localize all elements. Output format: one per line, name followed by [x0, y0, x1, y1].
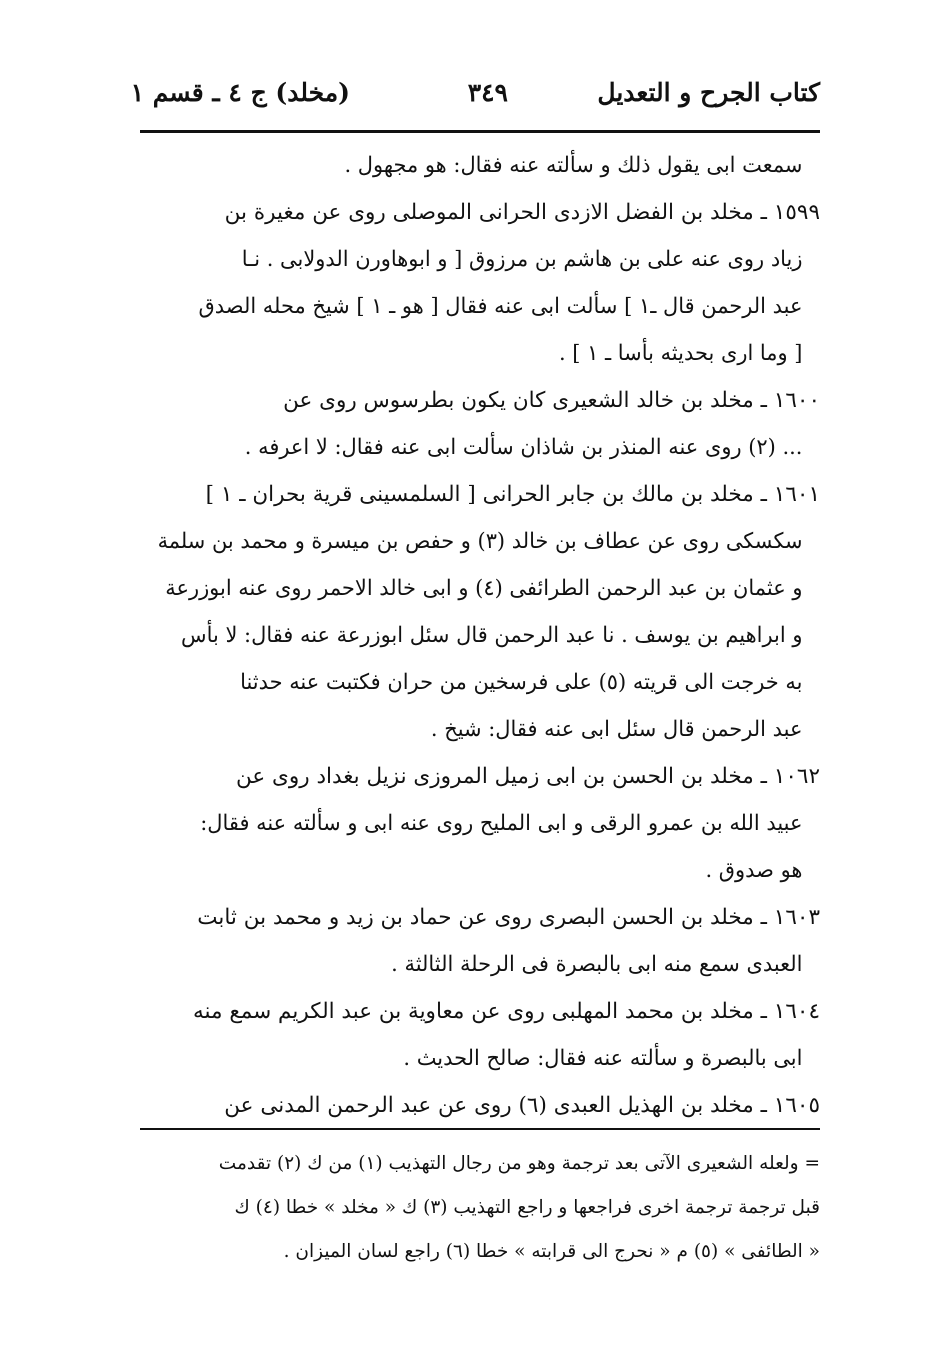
page-header: [130, 70, 820, 130]
entry-line: ١٦٠٣ ـ مخلد بن الحسن البصرى روى عن حماد بن زيد و محمد بن ثابت: [197, 905, 820, 930]
text-line: [ وما ارى بحديثه بأسا ـ ١ ] .: [558, 341, 803, 366]
entry-line: ١٦٠٤ ـ مخلد بن محمد المهلبى روى عن معاوية بن عبد الكريم سمع منه: [192, 999, 820, 1024]
text-line: عبيد الله بن عمرو الرقى و ابى المليح روى عنه ابى و سألته عنه فقال:: [200, 811, 803, 836]
footnote-line: قبل ترجمة ترجمة اخرى فراجعها و راجع التهذيب (٣) ك « مخلد » خطا (٤) ك: [234, 1197, 820, 1218]
text-line: عبد الرحمن قال سئل ابى عنه فقال: شيخ .: [430, 717, 803, 742]
entry-line: ١٥٩٩ ـ مخلد بن الفضل الازدى الحرانى الموصلى روى عن مغيرة بن: [224, 200, 820, 225]
entry-line: ١٦٠١ ـ مخلد بن مالك بن جابر الحرانى [ السلمسينى قرية بحران ـ ١ ]: [205, 482, 820, 507]
footnote-line: = ولعله الشعيرى الآتى بعد ترجمة وهو من رجال التهذيب (١) من ك (٢) تقدمت: [218, 1153, 820, 1174]
text-line: به خرجت الى قريته (٥) على فرسخين من حران فكتبت عنه حدثنا: [240, 670, 803, 695]
text-line: زياد روى عنه على بن هاشم بن مرزوق [ و ابوهاورن الدولابى . نـا: [241, 247, 803, 272]
entry-line: ١٦٠٠ ـ مخلد بن خالد الشعيرى كان يكون بطرسوس روى عن: [283, 388, 820, 413]
volume-info: (مخلد) ج ٤ ـ قسم ١: [130, 78, 350, 107]
text-line: و عثمان بن عبد الرحمن الطرائفى (٤) و ابى خالد الاحمر روى عنه ابوزرعة: [165, 576, 803, 601]
entry-line: ١٦٠٥ ـ مخلد بن الهذيل العبدى (٦) روى عن عبد الرحمن المدنى عن: [224, 1093, 820, 1118]
text-line: عبد الرحمن قال ـ١ ] سألت ابى عنه فقال [ هو ـ ١ ] شيخ محله الصدق: [198, 294, 803, 319]
text-line: سمعت ابى يقول ذلك و سألته عنه فقال: هو مجهول .: [344, 153, 803, 178]
footnote-line: « الطائفى » (٥) م « نحرج الى قرابته » خطا (٦) راجع لسان الميزان .: [283, 1241, 820, 1262]
header-rule: [140, 130, 820, 133]
text-line: ... (٢) روى عنه المنذر بن شاذان سألت ابى عنه فقال: لا اعرفه .: [244, 435, 803, 460]
book-page: [130, 70, 820, 1262]
text-line: ابى بالبصرة و سألته عنه فقال: صالح الحديث .: [403, 1046, 803, 1071]
running-title: كتاب الجرح و التعديل: [597, 78, 820, 107]
text-line: هو صدوق .: [705, 858, 803, 883]
text-line: العبدى سمع منه ابى بالبصرة فى الرحلة الثالثة .: [391, 952, 803, 977]
footnotes: [140, 1142, 820, 1274]
text-line: و ابراهيم بن يوسف . نا عبد الرحمن قال سئل ابوزرعة عنه فقال: لا بأس: [181, 623, 803, 648]
text-line: سكسكى روى عن عطاف بن خالد (٣) و حفص بن ميسرة و محمد بن سلمة: [157, 529, 803, 554]
entry-line: ١٠٦٢ ـ مخلد بن الحسن بن ابى زميل المروزى نزيل بغداد روى عن: [235, 764, 820, 789]
page-number: ٣٤٩: [467, 78, 508, 107]
footnote-rule: [140, 1128, 820, 1130]
main-text: [140, 142, 820, 1129]
